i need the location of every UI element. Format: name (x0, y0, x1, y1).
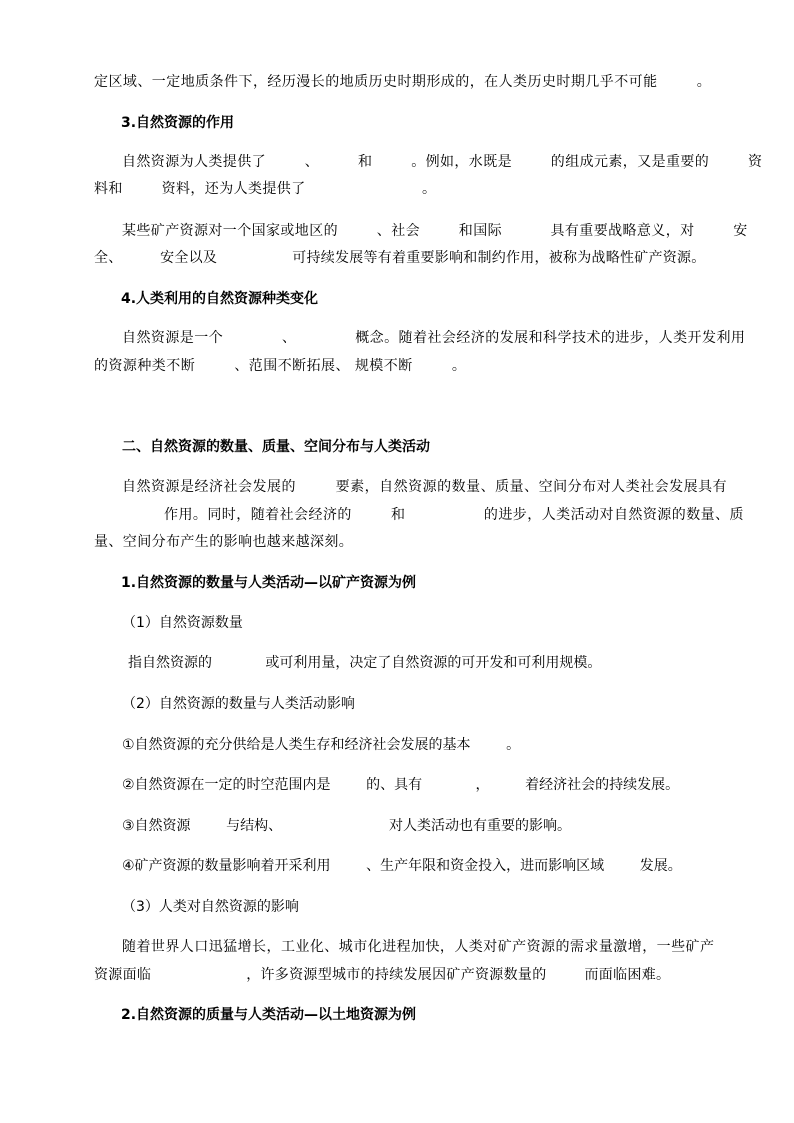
body-line: （3）人类对自然资源的影响 (122, 899, 299, 915)
chapter-heading: 二、自然资源的数量、质量、空间分布与人类活动 (122, 439, 430, 455)
body-line: 某些矿产资源对一个国家或地区的 、社会 和国际 具有重要战略意义，对 安 (122, 223, 748, 239)
sub-heading: 2.自然资源的质量与人类活动—以土地资源为例 (121, 1007, 417, 1023)
body-line: ②自然资源在一定的时空范围内是 的、具有 ， 着经济社会的持续发展。 (122, 777, 680, 793)
sub-heading: 1.自然资源的数量与人类活动—以矿产资源为例 (121, 575, 417, 591)
body-line: ④矿产资源的数量影响着开采利用 、生产年限和资金投入，进而影响区域 发展。 (122, 858, 682, 874)
body-line: 作用。同时，随着社会经济的 和 的进步，人类活动对自然资源的数量、质 (164, 507, 745, 523)
body-line: ③自然资源 与结构、 对人类活动也有重要的影响。 (122, 818, 571, 834)
body-line: 自然资源是经济社会发展的 要素，自然资源的数量、质量、空间分布对人类社会发展具有 (122, 479, 728, 495)
body-line: 料和 资料，还为人类提供了 。 (94, 181, 437, 197)
body-line: （1）自然资源数量 (122, 615, 243, 631)
body-line: 量、空间分布产生的影响也越来越深刻。 (94, 534, 354, 550)
body-line: 自然资源为人类提供了 、 和 。例如，水既是 的组成元素，又是重要的 资 (122, 154, 763, 170)
body-line: ①自然资源的充分供给是人类生存和经济社会发展的基本 。 (122, 737, 521, 753)
body-line: 资源面临 ，许多资源型城市的持续发展因矿产资源数量的 而面临困难。 (94, 967, 671, 983)
body-line: 定区域、一定地质条件下，经历漫长的地质历史时期形成的，在人类历史时期几乎不可能 。 (94, 74, 712, 90)
body-line: 的资源种类不断 、范围不断拓展、 规模不断 。 (94, 358, 467, 374)
section-heading: 4.人类利用的自然资源种类变化 (121, 291, 319, 307)
body-line: 全、 安全以及 可持续发展等有着重要影响和制约作用，被称为战略性矿产资源。 (94, 250, 706, 266)
body-line: 指自然资源的 或可利用量，决定了自然资源的可开发和可利用规模。 (128, 655, 602, 671)
section-heading: 3.自然资源的作用 (121, 115, 235, 131)
body-line: 随着世界人口迅猛增长，工业化、城市化进程加快，人类对矿产资源的需求量激增，一些矿产 (122, 939, 715, 955)
body-line: 自然资源是一个 、 概念。随着社会经济的发展和科学技术的进步，人类开发利用 (122, 330, 746, 346)
body-line: （2）自然资源的数量与人类活动影响 (122, 696, 355, 712)
